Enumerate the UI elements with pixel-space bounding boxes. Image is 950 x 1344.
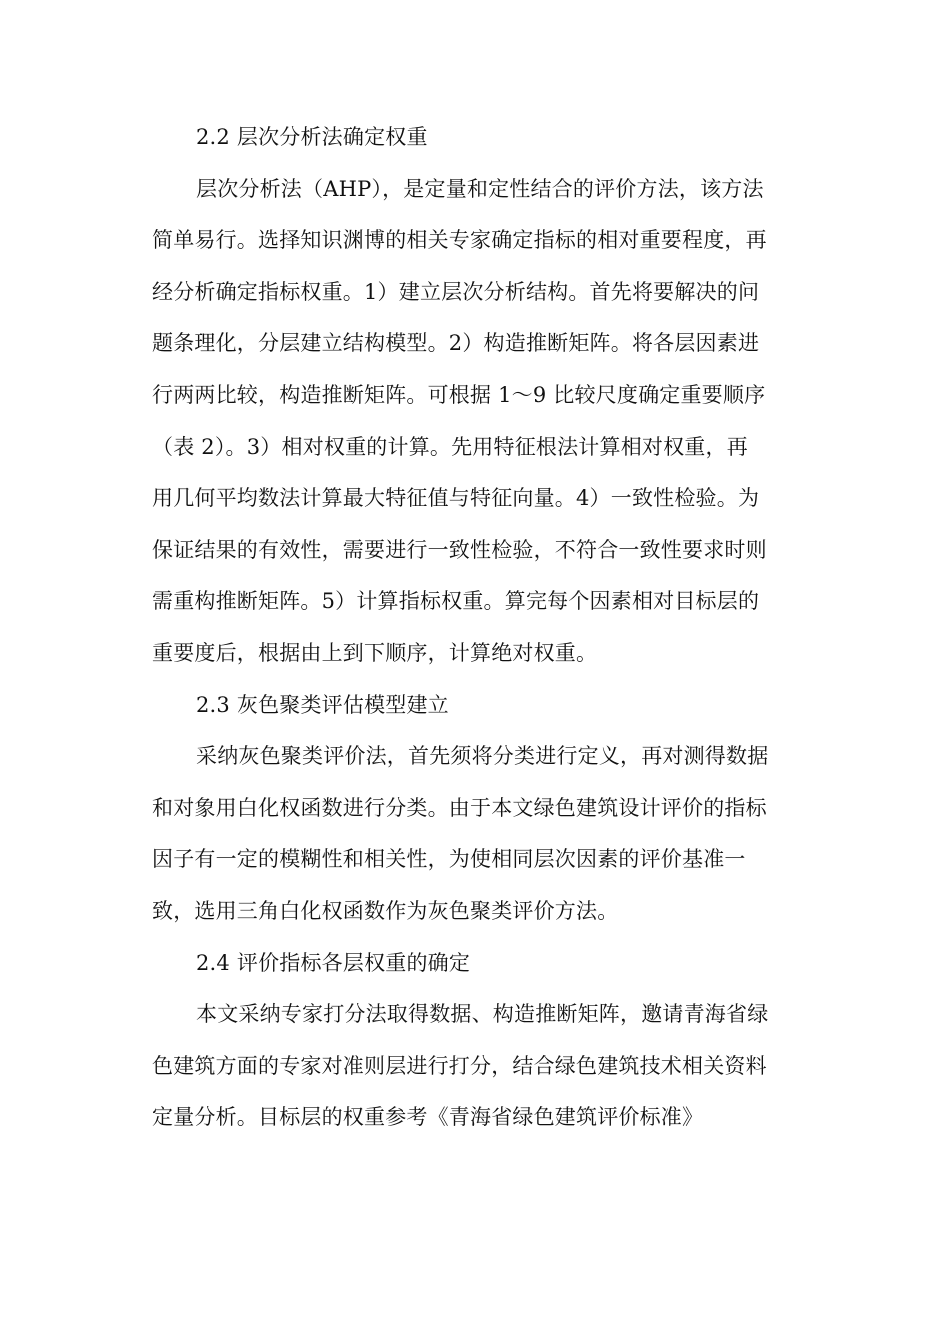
paragraph-line: 因子有一定的模糊性和相关性，为使相同层次因素的评价基准一	[152, 847, 746, 872]
paragraph-line: 需重构推断矩阵。5）计算指标权重。算完每个因素相对目标层的	[152, 589, 760, 614]
section-heading-2-4: 2.4 评价指标各层权重的确定	[196, 950, 471, 975]
paragraph-line: 行两两比较，构造推断矩阵。可根据 1～9 比较尺度确定重要顺序	[152, 382, 766, 407]
section-heading-2-2: 2.2 层次分析法确定权重	[196, 125, 428, 149]
paragraph-line: 简单易行。选择知识渊博的相关专家确定指标的相对重要程度，再	[152, 228, 767, 253]
paragraph-line: 保证结果的有效性，需要进行一致性检验，不符合一致性要求时则	[152, 537, 767, 562]
paragraph-line: 题条理化，分层建立结构模型。2）构造推断矩阵。将各层因素进	[152, 331, 760, 356]
paragraph-line: 和对象用白化权函数进行分类。由于本文绿色建筑设计评价的指标	[152, 795, 767, 820]
document-page	[152, 112, 802, 1144]
paragraph-line: 重要度后，根据由上到下顺序，计算绝对权重。	[152, 640, 598, 665]
paragraph-line: 色建筑方面的专家对准则层进行打分，结合绿色建筑技术相关资料	[152, 1053, 767, 1078]
paragraph-line: 经分析确定指标权重。1）建立层次分析结构。首先将要解决的问	[152, 279, 760, 304]
section-heading-2-3: 2.3 灰色聚类评估模型建立	[196, 692, 449, 717]
paragraph-line: 定量分析。目标层的权重参考《青海省绿色建筑评价标准》	[152, 1105, 704, 1130]
paragraph-line: （表 2）。3）相对权重的计算。先用特征根法计算相对权重，再	[152, 434, 748, 459]
paragraph-line: 层次分析法（AHP），是定量和定性结合的评价方法，该方法	[196, 176, 764, 201]
paragraph-line: 本文采纳专家打分法取得数据、构造推断矩阵，邀请青海省绿	[196, 1002, 769, 1027]
paragraph-line: 采纳灰色聚类评价法，首先须将分类进行定义，再对测得数据	[196, 744, 769, 769]
paragraph-line: 用几何平均数法计算最大特征值与特征向量。4）一致性检验。为	[152, 486, 760, 511]
paragraph-line: 致，选用三角白化权函数作为灰色聚类评价方法。	[152, 898, 619, 923]
